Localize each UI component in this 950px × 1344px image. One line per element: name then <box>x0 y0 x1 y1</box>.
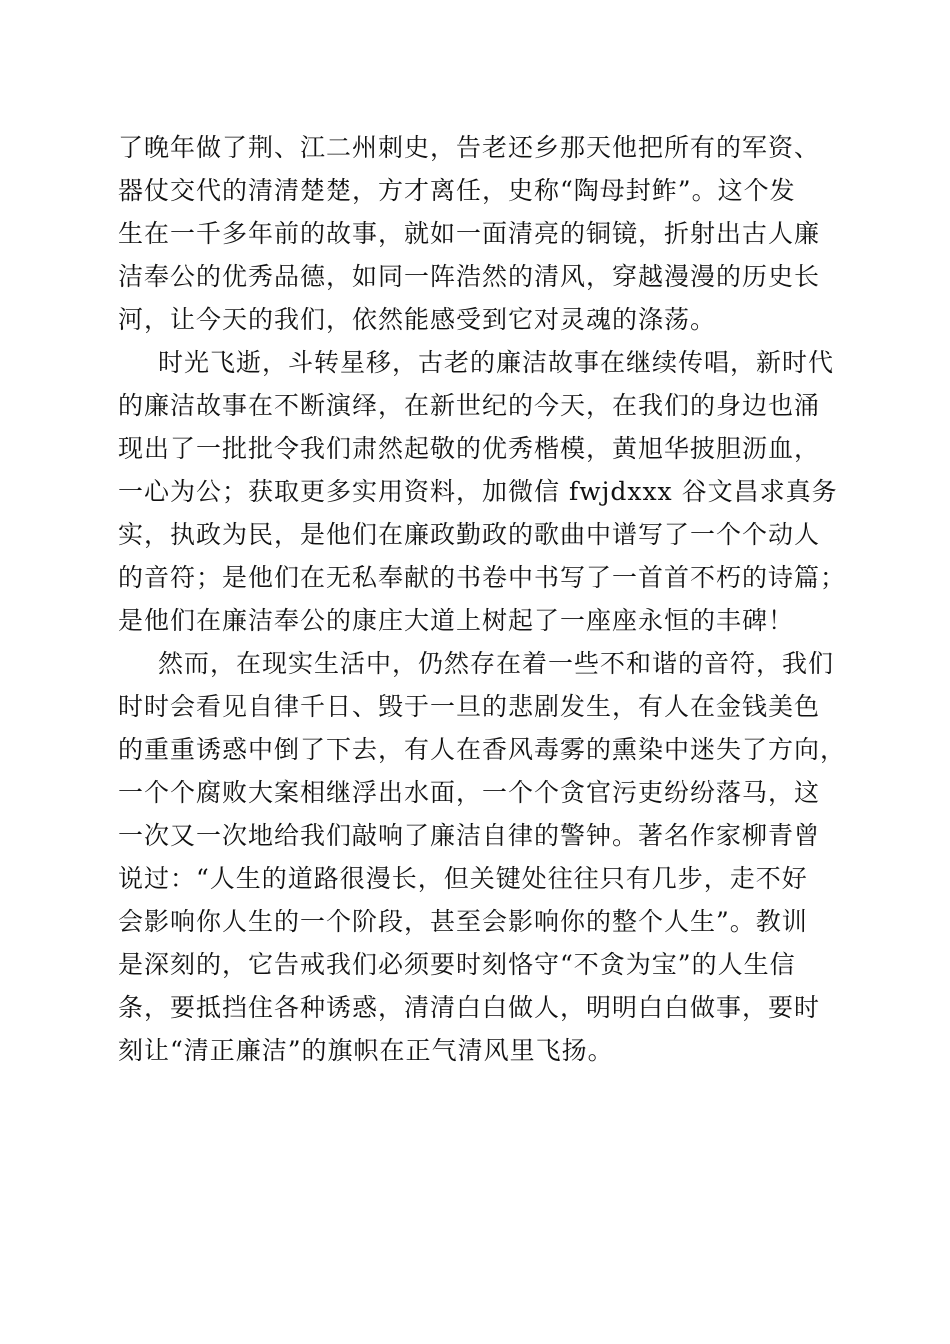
paragraph-line: 实，执政为民，是他们在廉政勤政的歌曲中谱写了一个个动人 <box>118 520 821 549</box>
paragraph-line: 了晚年做了荆、江二州刺史，告老还乡那天他把所有的军资、 <box>118 133 821 162</box>
paragraph-line: 的廉洁故事在不断演绎，在新世纪的今天，在我们的身边也涌 <box>118 391 821 420</box>
paragraph-line: 条，要抵挡住各种诱惑，清清白白做人，明明白白做事，要时 <box>118 993 821 1022</box>
paragraph-line: 刻让“清正廉洁”的旗帜在正气清风里飞扬。 <box>118 1036 614 1065</box>
paragraph-line: 会影响你人生的一个阶段，甚至会影响你的整个人生”。教训 <box>118 907 808 936</box>
body-text <box>118 126 847 1072</box>
paragraph-line: 河，让今天的我们，依然能感受到它对灵魂的涤荡。 <box>118 305 717 334</box>
paragraph-line: 然而，在现实生活中，仍然存在着一些不和谐的音符，我们 <box>158 649 835 678</box>
paragraph-1 <box>118 126 838 341</box>
paragraph-line: 是他们在廉洁奉公的康庄大道上树起了一座座永恒的丰碑！ <box>118 606 795 635</box>
paragraph-line: 生在一千多年前的故事，就如一面清亮的铜镜，折射出古人廉 <box>118 219 821 248</box>
paragraph-line: 一个个腐败大案相继浮出水面，一个个贪官污吏纷纷落马，这 <box>118 778 821 807</box>
paragraph-line: 器仗交代的清清楚楚，方才离任，史称“陶母封鲊”。这个发 <box>118 176 796 205</box>
paragraph-line: 的重重诱惑中倒了下去，有人在香风毒雾的熏染中迷失了方向， <box>118 735 847 764</box>
paragraph-line: 说过：“人生的道路很漫长，但关键处往往只有几步，走不好 <box>118 864 808 893</box>
paragraph-3 <box>118 642 847 1072</box>
paragraph-line: 时时会看见自律千日、毁于一旦的悲剧发生，有人在金钱美色 <box>118 692 821 721</box>
paragraph-line: 现出了一批批令我们肃然起敬的优秀楷模，黄旭华披胆沥血， <box>118 434 821 463</box>
paragraph-line: 一次又一次地给我们敲响了廉洁自律的警钟。著名作家柳青曾 <box>118 821 821 850</box>
paragraph-line: 是深刻的，它告戒我们必须要时刻恪守“不贪为宝”的人生信 <box>118 950 796 979</box>
paragraph-line: 的音符；是他们在无私奉献的书卷中书写了一首首不朽的诗篇； <box>118 563 847 592</box>
paragraph-2 <box>118 341 847 642</box>
paragraph-line: 一心为公；获取更多实用资料，加微信 fwjdxxx 谷文昌求真务 <box>118 477 838 506</box>
paragraph-line: 洁奉公的优秀品德，如同一阵浩然的清风，穿越漫漫的历史长 <box>118 262 821 291</box>
paragraph-line: 时光飞逝，斗转星移，古老的廉洁故事在继续传唱，新时代 <box>158 348 835 377</box>
